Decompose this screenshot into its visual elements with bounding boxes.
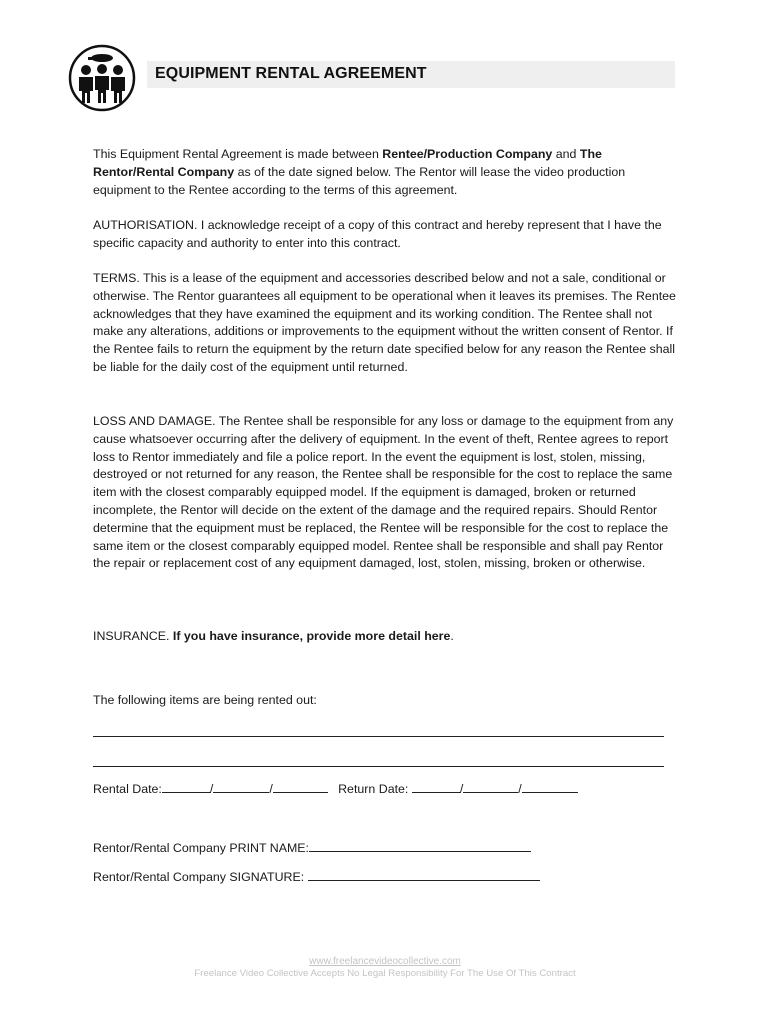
signature-row <box>93 868 540 884</box>
return-date-month-field[interactable] <box>463 780 518 793</box>
return-date-label: Return Date: <box>338 782 412 796</box>
insurance-end: . <box>450 629 454 643</box>
rental-date-label: Rental Date: <box>93 782 162 796</box>
return-date-day-field[interactable] <box>412 780 460 793</box>
date-separator: / <box>209 782 214 796</box>
date-separator: / <box>269 782 273 796</box>
dates-row <box>93 780 578 796</box>
terms-text: TERMS. This is a lease of the equipment and accessories described below and not a sale, conditional or otherwise. The Rentor guarantees all equipment to be operational when it leaves its premises. The Rentee acknowledges that they have examined the equipment and its working condition. The Rentee shall not make any alterations, additions or improvements to the equipment without the written consent of Rentor. If the Rentee fails to return the equipment by the return date specified below for any reason the Rentee shall be liable for the daily cost of the equipment until returned. <box>93 271 676 374</box>
print-name-field[interactable] <box>309 839 531 852</box>
print-name-label: Rentor/Rental Company PRINT NAME: <box>93 841 309 855</box>
insurance-label: INSURANCE. <box>93 629 173 643</box>
intro-text: as of the date signed below. The Rentor will lease the video production equipment to the Rentee according to the terms of this agreement. <box>93 164 626 197</box>
intro-text: This Equipment Rental Agreement is made between <box>93 147 383 161</box>
date-separator: / <box>518 782 522 796</box>
authorisation-paragraph <box>93 217 683 253</box>
rented-items-line-1[interactable] <box>93 736 664 737</box>
terms-paragraph <box>93 270 683 377</box>
film-crew-logo-icon <box>68 44 136 112</box>
rental-date-month-field[interactable] <box>213 780 269 793</box>
rented-items-line-2[interactable] <box>93 766 664 767</box>
loss-damage-text: LOSS AND DAMAGE. The Rentee shall be responsible for any loss or damage to the equipment from any cause whatsoever occurring after the delivery of equipment. In the event of theft, Rentee agrees to report loss to Rentor immediately and file a police report. In the event the equipment is lost, stolen, missing, destroyed or not returned for any reason, the Rentee shall be responsible for the cost to replace the same item with the closest comparably equipped model. If the equipment is damaged, broken or returned incomplete, the Rentor will decide on the extent of the damage and the required repairs. Should Rentor determine that the equipment must be replaced, the Rentee will be responsible for the cost to replace the same item or the closest comparably equipped model. Rentee shall be responsible and shall pay Rentor the repair or replacement cost of any equipment damaged, lost, stolen, missing, broken or otherwise. <box>93 414 674 571</box>
insurance-paragraph <box>93 628 683 646</box>
signature-field[interactable] <box>308 868 540 881</box>
footer-disclaimer: Freelance Video Collective Accepts No Legal Responsibility For The Use Of This Contract <box>194 968 576 979</box>
return-date-year-field[interactable] <box>522 780 578 793</box>
intro-paragraph <box>93 146 683 199</box>
page-title: EQUIPMENT RENTAL AGREEMENT <box>155 65 427 82</box>
insurance-detail: If you have insurance, provide more detail here <box>172 629 451 643</box>
intro-text: and <box>552 147 580 161</box>
rental-date-day-field[interactable] <box>162 780 210 793</box>
title-bar <box>147 61 675 88</box>
rental-date-year-field[interactable] <box>273 780 328 793</box>
date-separator: / <box>459 782 464 796</box>
rentee-party: Rentee/Production Company <box>382 147 553 161</box>
signature-label: Rentor/Rental Company SIGNATURE: <box>93 870 308 884</box>
loss-damage-paragraph <box>93 413 683 573</box>
footer-website-link[interactable]: www.freelancevideocollective.com <box>309 956 461 967</box>
rented-items-label: The following items are being rented out: <box>93 693 317 707</box>
print-name-row <box>93 839 531 855</box>
rentor-party: The Rentor/Rental Company <box>93 147 602 179</box>
authorisation-text: AUTHORISATION. I acknowledge receipt of a copy of this contract and hereby represent that I have the specific capacity and authority to enter into this contract. <box>93 218 662 250</box>
